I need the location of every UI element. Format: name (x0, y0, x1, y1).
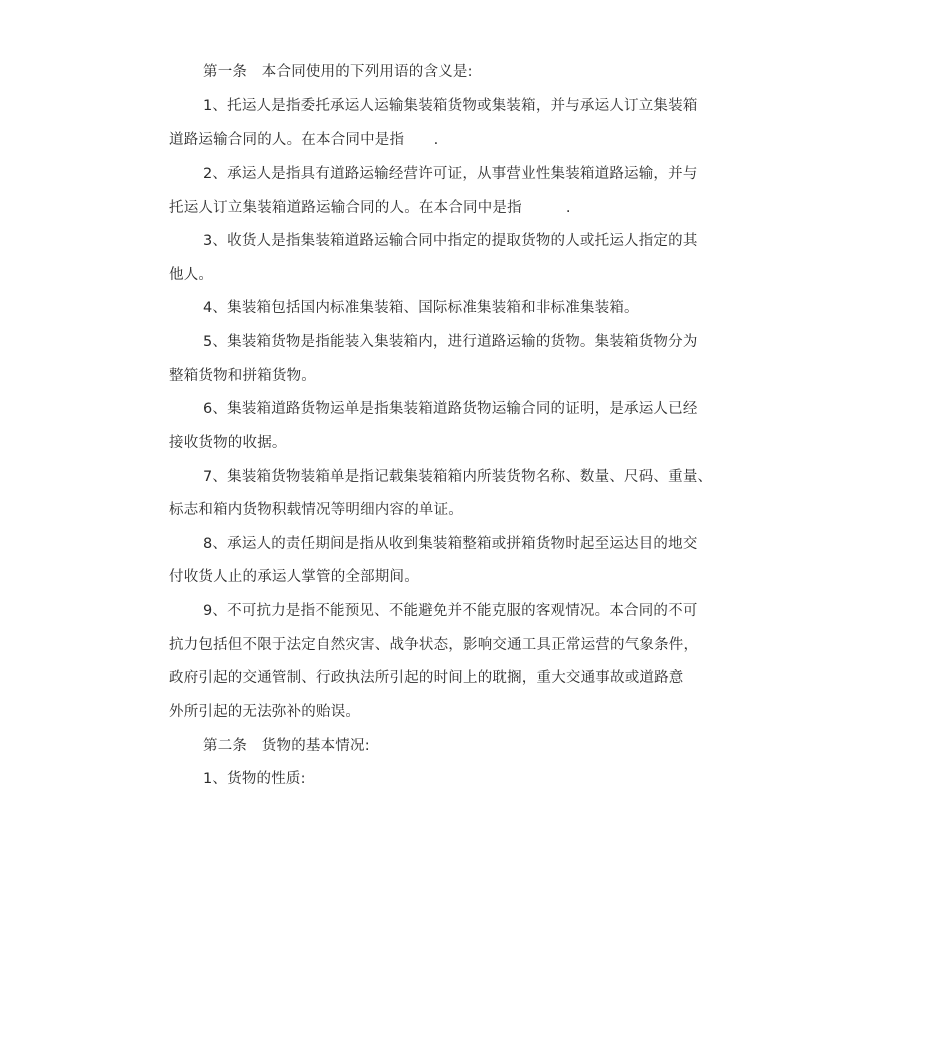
definition-6-line-1: 6、集装箱道路货物运单是指集装箱道路货物运输合同的证明，是承运人已经 (203, 401, 698, 417)
definition-3-line-2: 他人。 (169, 267, 214, 283)
definition-5-line-1: 5、集装箱货物是指能装入集装箱内，进行道路运输的货物。集装箱货物分为 (203, 334, 698, 350)
definition-7-line-1: 7、集装箱货物装箱单是指记载集装箱箱内所装货物名称、数量、尺码、重量、 (203, 469, 713, 485)
definition-9-line-4: 外所引起的无法弥补的贻误。 (169, 704, 361, 720)
definition-7-line-2: 标志和箱内货物积载情况等明细内容的单证。 (169, 502, 463, 518)
definition-8-line-1: 8、承运人的责任期间是指从收到集装箱整箱或拼箱货物时起至运达目的地交 (203, 536, 698, 552)
definition-1-line-1: 1、托运人是指委托承运人运输集装箱货物或集装箱，并与承运人订立集装箱 (203, 98, 698, 114)
definition-9-line-3: 政府引起的交通管制、行政执法所引起的时间上的耽搁，重大交通事故或道路意 (169, 670, 684, 686)
definition-1-line-2: 道路运输合同的人。在本合同中是指 . (169, 132, 439, 148)
article-2-heading: 第二条 货物的基本情况: (203, 738, 370, 754)
definition-3-line-1: 3、收货人是指集装箱道路运输合同中指定的提取货物的人或托运人指定的其 (203, 233, 698, 249)
article-2-item-1: 1、货物的性质: (203, 771, 306, 787)
article-1-heading: 第一条 本合同使用的下列用语的含义是: (203, 64, 473, 80)
definition-4-line-1: 4、集装箱包括国内标准集装箱、国际标准集装箱和非标准集装箱。 (203, 300, 639, 316)
definition-6-line-2: 接收货物的收据。 (169, 435, 287, 451)
definition-9-line-1: 9、不可抗力是指不能预见、不能避免并不能克服的客观情况。本合同的不可 (203, 603, 698, 619)
definition-8-line-2: 付收货人止的承运人掌管的全部期间。 (169, 569, 419, 585)
definition-9-line-2: 抗力包括但不限于法定自然灾害、战争状态，影响交通工具正常运营的气象条件， (169, 637, 699, 653)
definition-5-line-2: 整箱货物和拼箱货物。 (169, 368, 316, 384)
definition-2-line-2: 托运人订立集装箱道路运输合同的人。在本合同中是指 . (169, 200, 571, 216)
definition-2-line-1: 2、承运人是指具有道路运输经营许可证，从事营业性集装箱道路运输，并与 (203, 166, 698, 182)
